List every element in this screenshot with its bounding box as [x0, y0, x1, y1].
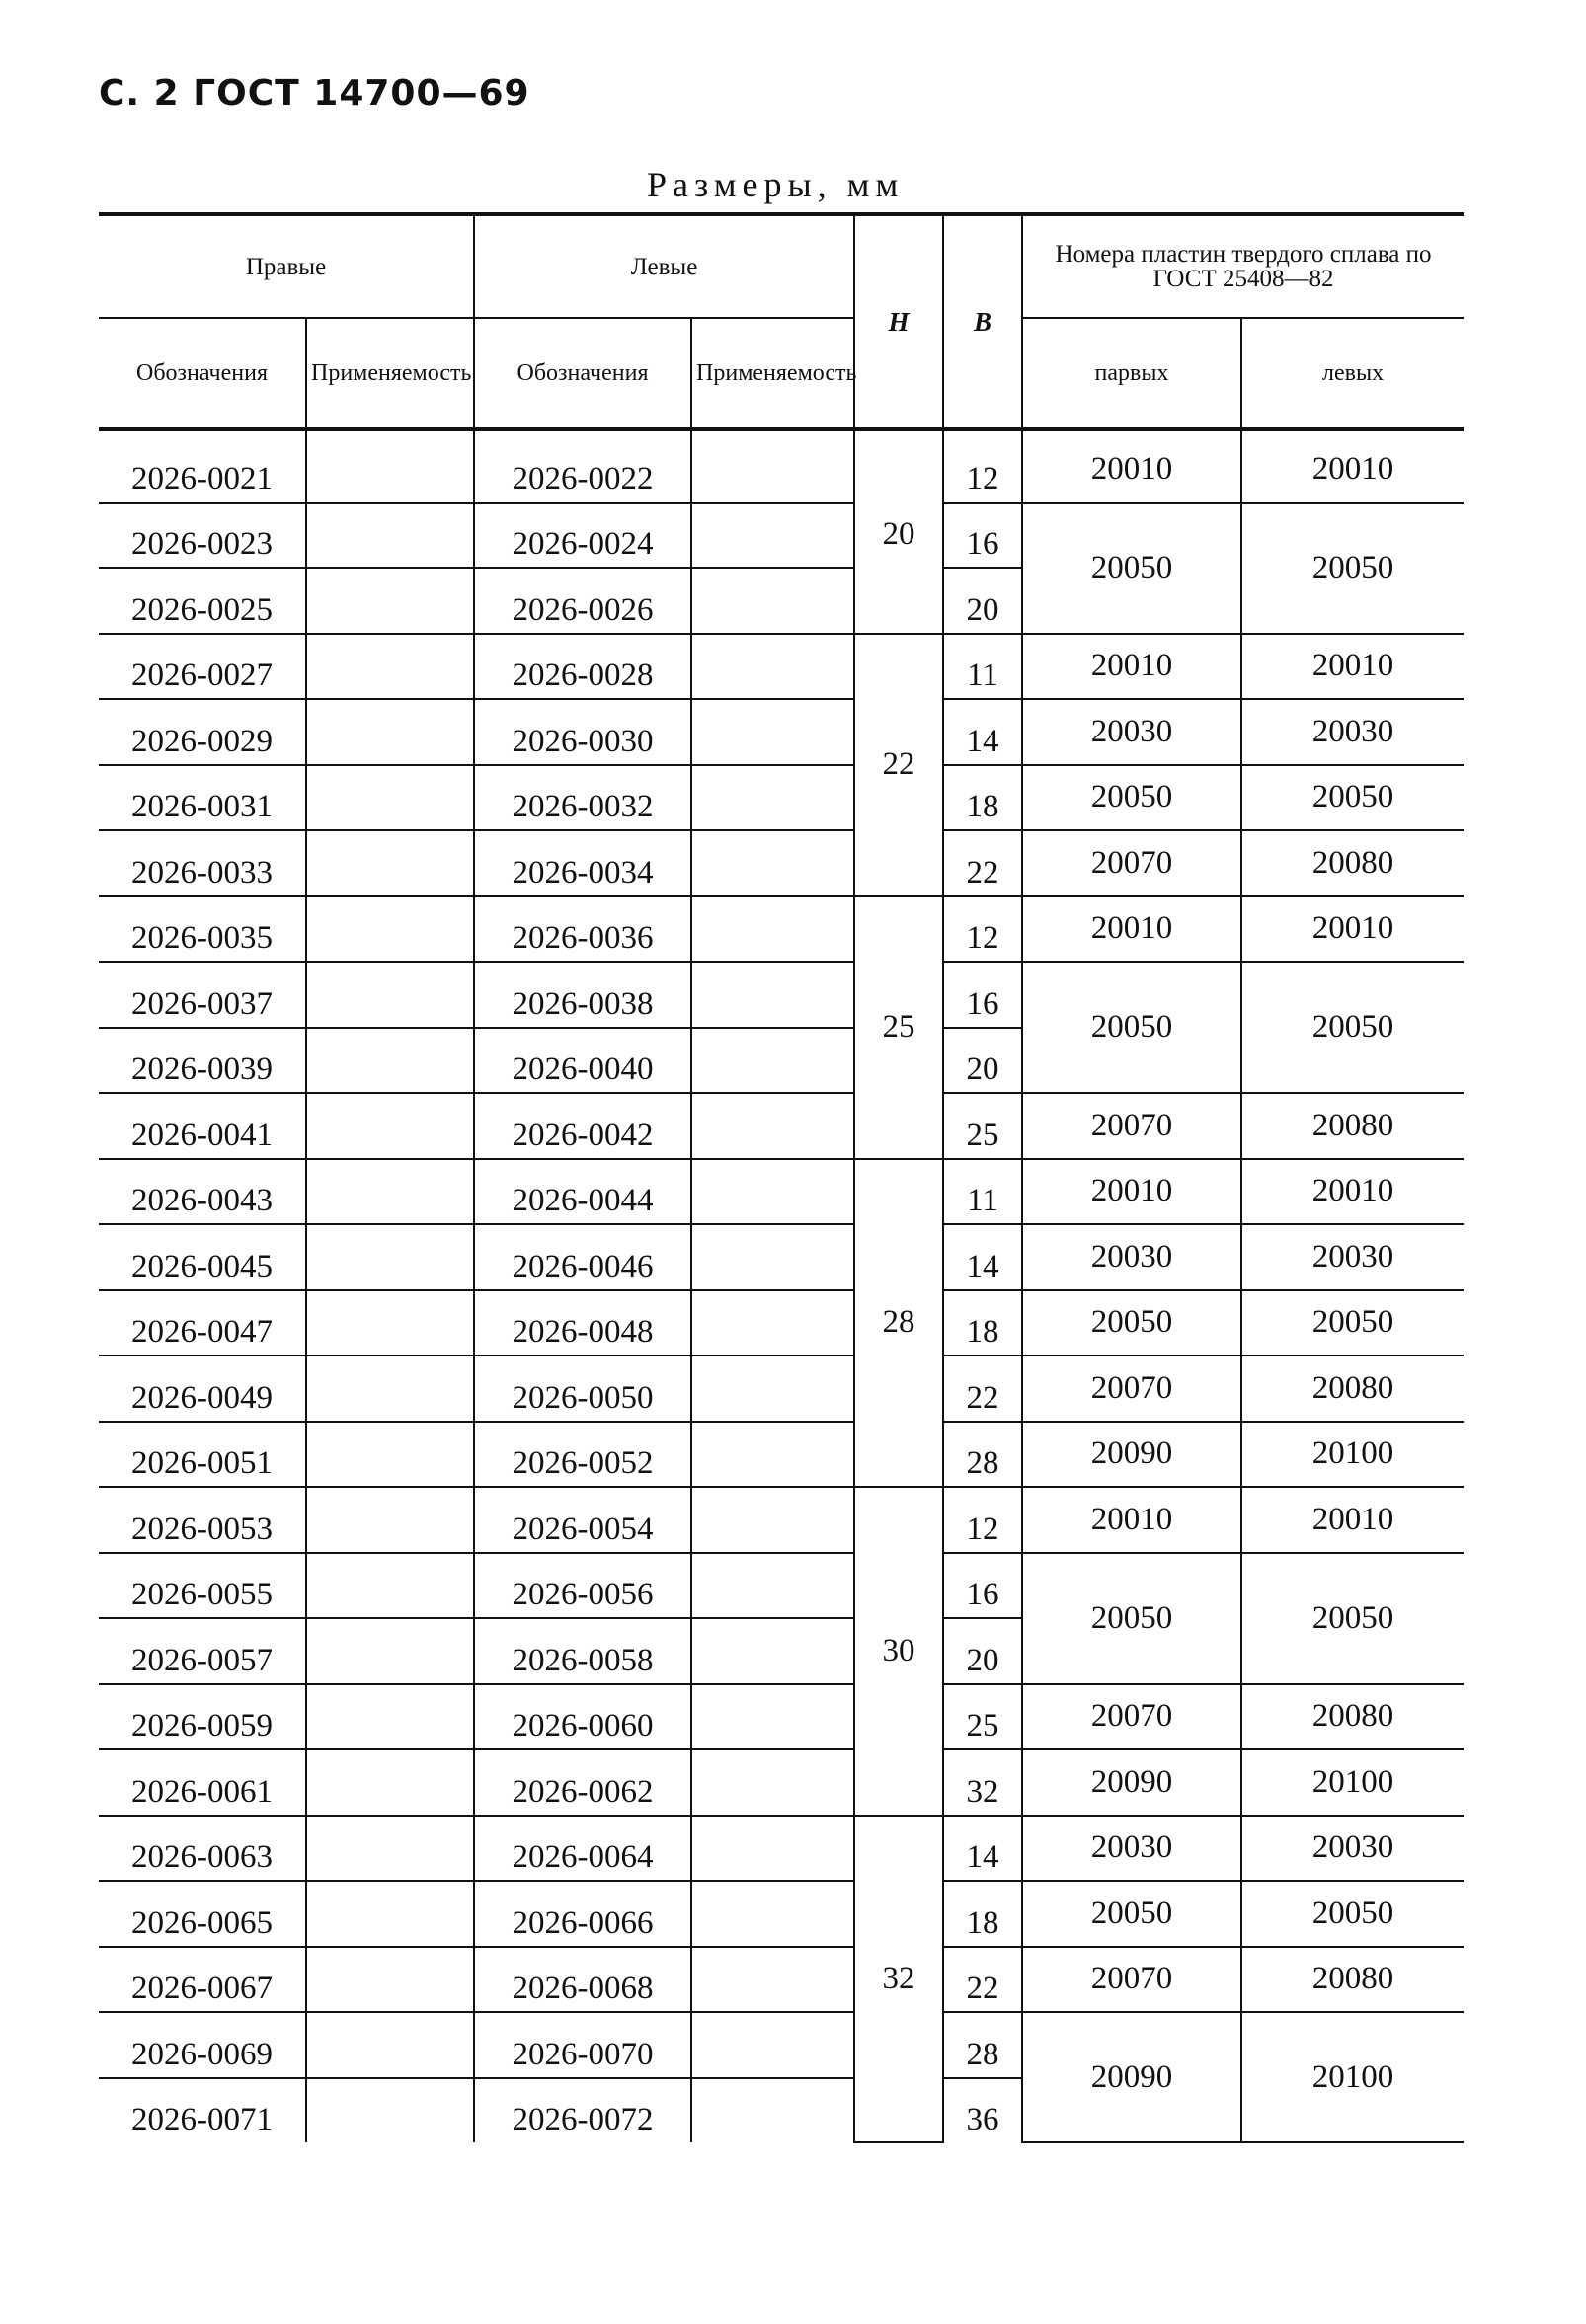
- designation-left: 2026-0040: [474, 1028, 691, 1094]
- designation-right: 2026-0029: [99, 699, 306, 765]
- designation-right: 2026-0071: [131, 2102, 273, 2137]
- b-value: 22: [943, 1356, 1022, 1422]
- b-value: 20: [943, 1618, 1022, 1684]
- plate-right: 20010: [1022, 1487, 1241, 1553]
- designation-left: 2026-0032: [474, 765, 691, 831]
- applicability-right: [306, 1618, 474, 1684]
- applicability-left: [691, 1553, 854, 1619]
- designation-left: 2026-0056: [474, 1553, 691, 1619]
- applicability-right: [306, 1816, 474, 1882]
- table-row: [99, 765, 1464, 831]
- table-row: [99, 1487, 1464, 1553]
- designation-right: 2026-0057: [99, 1618, 306, 1684]
- designation-right: 2026-0033: [99, 830, 306, 896]
- applicability-right: [306, 2078, 474, 2143]
- h-value: 20: [854, 429, 943, 634]
- plate-right: 20090: [1022, 2012, 1241, 2142]
- applicability-right: [306, 699, 474, 765]
- table-row: [99, 1553, 1464, 1619]
- b-value: 36: [943, 2078, 1022, 2143]
- designation-left: 2026-0036: [474, 896, 691, 963]
- plate-left: 20050: [1241, 962, 1464, 1093]
- b-value: 12: [943, 1487, 1022, 1553]
- plate-right: 20030: [1022, 1816, 1241, 1882]
- b-value: 12: [943, 896, 1022, 963]
- applicability-right: [306, 896, 474, 963]
- applicability-right: [306, 962, 474, 1028]
- designation-right: 2026-0023: [99, 503, 306, 569]
- applicability-left: [691, 429, 854, 503]
- designation-right: 2026-0065: [99, 1881, 306, 1947]
- header-b: B: [943, 214, 1022, 429]
- table-row: [99, 1816, 1464, 1882]
- header-right: Правые: [99, 214, 474, 318]
- designation-right: 2026-0049: [99, 1356, 306, 1422]
- designation-left: 2026-0068: [474, 1947, 691, 2013]
- plate-left: 20100: [1241, 2012, 1464, 2142]
- designation-left: 2026-0048: [474, 1290, 691, 1356]
- applicability-left: [691, 1224, 854, 1290]
- applicability-right: [306, 765, 474, 831]
- h-value: 30: [854, 1487, 943, 1816]
- designation-right: 2026-0027: [99, 634, 306, 700]
- designation-right: 2026-0051: [99, 1422, 306, 1488]
- plate-right: 20050: [1022, 1553, 1241, 1684]
- applicability-left: [691, 1290, 854, 1356]
- plate-right: 20030: [1022, 699, 1241, 765]
- applicability-left: [691, 1028, 854, 1094]
- header-designation-left: Обозначения: [474, 318, 691, 429]
- b-value: 28: [943, 2012, 1022, 2078]
- applicability-right: [306, 1553, 474, 1619]
- table-row: [99, 1881, 1464, 1947]
- header-applicability-right: Применяемость: [306, 318, 474, 429]
- designation-right: 2026-0047: [99, 1290, 306, 1356]
- designation-right: 2026-0037: [99, 962, 306, 1028]
- designation-right: 2026-0041: [99, 1093, 306, 1159]
- designation-left: 2026-0034: [474, 830, 691, 896]
- applicability-right: [306, 1290, 474, 1356]
- table-caption: Размеры, мм: [647, 165, 905, 204]
- b-value: 18: [943, 1290, 1022, 1356]
- designation-left: 2026-0050: [474, 1356, 691, 1422]
- b-value: 11: [943, 1159, 1022, 1225]
- plate-right: 20070: [1022, 1356, 1241, 1422]
- b-value: 14: [943, 1816, 1022, 1882]
- applicability-right: [306, 2012, 474, 2078]
- designation-left: 2026-0060: [474, 1684, 691, 1750]
- table-row: [99, 1224, 1464, 1290]
- plate-left: 20100: [1241, 1422, 1464, 1488]
- applicability-left: [691, 568, 854, 634]
- designation-right: 2026-0069: [99, 2012, 306, 2078]
- designation-left: 2026-0044: [474, 1159, 691, 1225]
- applicability-left: [691, 1487, 854, 1553]
- applicability-left: [691, 699, 854, 765]
- plate-left: 20030: [1241, 1224, 1464, 1290]
- table-row: [99, 1290, 1464, 1356]
- designation-left: 2026-0022: [474, 429, 691, 503]
- designation-left: 2026-0058: [474, 1618, 691, 1684]
- plate-left: 20010: [1241, 634, 1464, 700]
- applicability-right: [306, 634, 474, 700]
- b-value: 16: [943, 962, 1022, 1028]
- table-row: [99, 1356, 1464, 1422]
- plate-right: 20010: [1022, 896, 1241, 963]
- table-row: [99, 634, 1464, 700]
- b-value: 12: [943, 429, 1022, 503]
- table-row: [99, 429, 1464, 503]
- designation-left: 2026-0046: [474, 1224, 691, 1290]
- designation-left: 2026-0072: [474, 2078, 691, 2143]
- applicability-left: [691, 503, 854, 569]
- table-row: [99, 1422, 1464, 1488]
- designation-right: 2026-0045: [99, 1224, 306, 1290]
- plate-right: 20050: [1022, 1881, 1241, 1947]
- applicability-left: [691, 765, 854, 831]
- plate-left: 20100: [1241, 1749, 1464, 1816]
- plate-right: 20070: [1022, 1684, 1241, 1750]
- plate-right: 20030: [1022, 1224, 1241, 1290]
- applicability-right: [306, 503, 474, 569]
- designation-right: 2026-0053: [99, 1487, 306, 1553]
- designation-left: 2026-0070: [474, 2012, 691, 2078]
- plate-right: 20070: [1022, 1947, 1241, 2013]
- plate-right: 20050: [1022, 962, 1241, 1093]
- table-row: [99, 503, 1464, 569]
- designation-left: 2026-0066: [474, 1881, 691, 1947]
- applicability-left: [691, 1093, 854, 1159]
- table-body: [99, 429, 1464, 2142]
- table-row: [99, 2012, 1464, 2078]
- b-value: 16: [943, 1553, 1022, 1619]
- designation-right: 2026-0035: [99, 896, 306, 963]
- applicability-left: [691, 896, 854, 963]
- designation-left: 2026-0026: [474, 568, 691, 634]
- applicability-right: [306, 1028, 474, 1094]
- applicability-left: [691, 1749, 854, 1816]
- plate-left: 20080: [1241, 1093, 1464, 1159]
- applicability-right: [306, 1487, 474, 1553]
- plate-left: 20010: [1241, 896, 1464, 963]
- b-value: 18: [943, 765, 1022, 831]
- applicability-right: [306, 1356, 474, 1422]
- plate-left: 20030: [1241, 699, 1464, 765]
- b-value: 25: [943, 1684, 1022, 1750]
- table-row: [99, 1947, 1464, 2013]
- applicability-right: [306, 1093, 474, 1159]
- applicability-left: [691, 1816, 854, 1882]
- designation-left: 2026-0062: [474, 1749, 691, 1816]
- header-plates-left: левых: [1241, 318, 1464, 429]
- applicability-left: [691, 1422, 854, 1488]
- designation-right: 2026-0059: [99, 1684, 306, 1750]
- table-row: [99, 699, 1464, 765]
- header-applicability-left: Применяемость: [691, 318, 854, 429]
- header-designation-right: Обозначения: [99, 318, 306, 429]
- applicability-left: [691, 2078, 854, 2143]
- plate-right: 20050: [1022, 1290, 1241, 1356]
- b-value: 11: [943, 634, 1022, 700]
- designation-left: 2026-0028: [474, 634, 691, 700]
- b-value: 22: [943, 1947, 1022, 2013]
- designation-left: 2026-0054: [474, 1487, 691, 1553]
- b-value: 16: [943, 503, 1022, 569]
- plate-right: 20010: [1022, 1159, 1241, 1225]
- applicability-left: [691, 634, 854, 700]
- designation-right: 2026-0067: [99, 1947, 306, 2013]
- plate-left: 20080: [1241, 830, 1464, 896]
- applicability-right: [306, 1422, 474, 1488]
- plate-left: 20050: [1241, 1881, 1464, 1947]
- b-value: 22: [943, 830, 1022, 896]
- plate-left: 20080: [1241, 1356, 1464, 1422]
- plate-right: 20050: [1022, 765, 1241, 831]
- plate-right: 20010: [1022, 634, 1241, 700]
- plate-right: 20090: [1022, 1422, 1241, 1488]
- applicability-right: [306, 830, 474, 896]
- applicability-left: [691, 962, 854, 1028]
- header-h: H: [854, 214, 943, 429]
- b-value: 20: [943, 568, 1022, 634]
- designation-left: 2026-0052: [474, 1422, 691, 1488]
- table-row: [99, 1093, 1464, 1159]
- plate-right: 20010: [1022, 429, 1241, 503]
- plate-right: 20050: [1022, 503, 1241, 634]
- b-value: 14: [943, 699, 1022, 765]
- b-value: 32: [943, 1749, 1022, 1816]
- applicability-left: [691, 1947, 854, 2013]
- page-header: С. 2 ГОСТ 14700—69: [99, 73, 530, 114]
- h-value: 28: [854, 1159, 943, 1488]
- b-value: 14: [943, 1224, 1022, 1290]
- applicability-left: [691, 830, 854, 896]
- designation-right: 2026-0061: [99, 1749, 306, 1816]
- applicability-left: [691, 1356, 854, 1422]
- designation-left: 2026-0038: [474, 962, 691, 1028]
- plate-left: 20030: [1241, 1816, 1464, 1882]
- designation-right: 2026-0063: [99, 1816, 306, 1882]
- designation-right: 2026-0025: [99, 568, 306, 634]
- applicability-right: [306, 568, 474, 634]
- designation-left: 2026-0030: [474, 699, 691, 765]
- applicability-left: [691, 2012, 854, 2078]
- plate-left: 20050: [1241, 765, 1464, 831]
- applicability-right: [306, 1224, 474, 1290]
- plate-right: 20090: [1022, 1749, 1241, 1816]
- applicability-right: [306, 1881, 474, 1947]
- designation-right: 2026-0043: [99, 1159, 306, 1225]
- table-row: [99, 1749, 1464, 1816]
- plate-left: 20080: [1241, 1947, 1464, 2013]
- applicability-left: [691, 1684, 854, 1750]
- h-value: 32: [854, 1816, 943, 2143]
- table-row: [99, 830, 1464, 896]
- applicability-right: [306, 1159, 474, 1225]
- applicability-left: [691, 1881, 854, 1947]
- b-value: 28: [943, 1422, 1022, 1488]
- plate-right: 20070: [1022, 1093, 1241, 1159]
- applicability-left: [691, 1618, 854, 1684]
- header-plates: Номера пластин твердого сплава по ГОСТ 25408—82: [1022, 214, 1464, 318]
- plate-left: 20080: [1241, 1684, 1464, 1750]
- dimensions-table: [99, 212, 1464, 2143]
- table-row: [99, 962, 1464, 1028]
- applicability-right: [306, 1684, 474, 1750]
- designation-left: 2026-0024: [474, 503, 691, 569]
- plate-left: 20050: [1241, 1553, 1464, 1684]
- h-value: 22: [854, 634, 943, 896]
- plate-left: 20050: [1241, 503, 1464, 634]
- table-row: [99, 896, 1464, 963]
- designation-right: 2026-0031: [99, 765, 306, 831]
- designation-right: 2026-0039: [99, 1028, 306, 1094]
- h-value: 25: [854, 896, 943, 1159]
- plate-right: 20070: [1022, 830, 1241, 896]
- applicability-left: [691, 1159, 854, 1225]
- plate-left: 20010: [1241, 429, 1464, 503]
- designation-right: 2026-0055: [99, 1553, 306, 1619]
- plate-left: 20010: [1241, 1487, 1464, 1553]
- header-left: Левые: [474, 214, 854, 318]
- designation-left: 2026-0042: [474, 1093, 691, 1159]
- b-value: 18: [943, 1881, 1022, 1947]
- plate-left: 20050: [1241, 1290, 1464, 1356]
- table-row: [99, 1159, 1464, 1225]
- table-row: [99, 1684, 1464, 1750]
- designation-right: 2026-0021: [99, 429, 306, 503]
- b-value: 25: [943, 1093, 1022, 1159]
- applicability-right: [306, 1749, 474, 1816]
- header-plates-right: парвых: [1022, 318, 1241, 429]
- applicability-right: [306, 429, 474, 503]
- applicability-right: [306, 1947, 474, 2013]
- designation-left: 2026-0064: [474, 1816, 691, 1882]
- b-value: 20: [943, 1028, 1022, 1094]
- plate-left: 20010: [1241, 1159, 1464, 1225]
